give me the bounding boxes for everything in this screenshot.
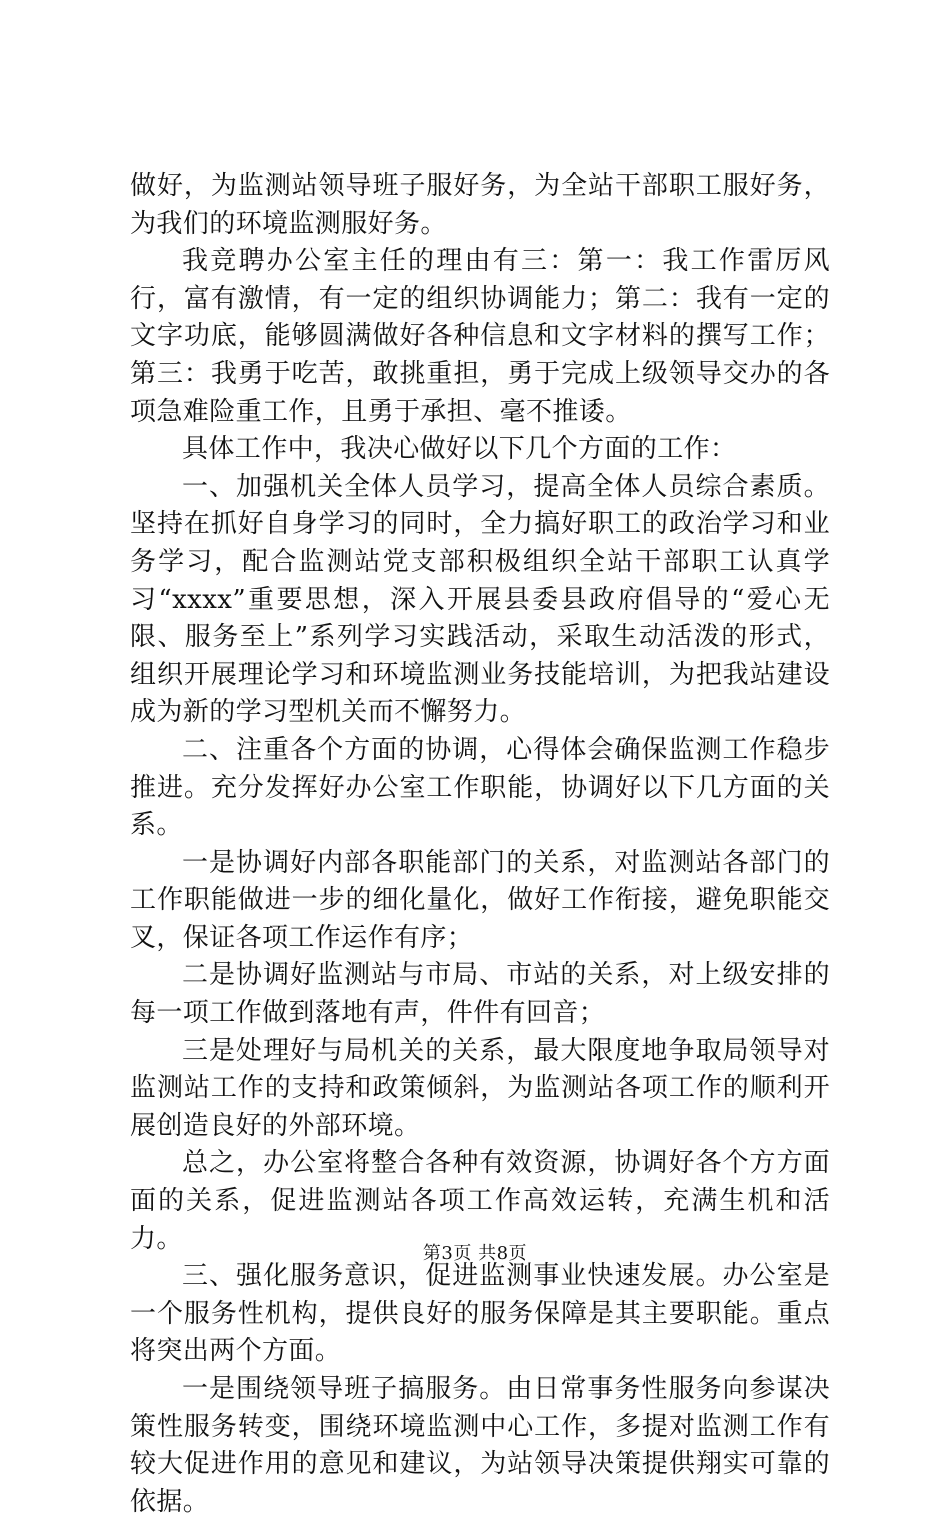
paragraph-reasons: 我竞聘办公室主任的理由有三：第一：我工作雷厉风行，富有激情，有一定的组织协调能力；第二：我有一定的文字功底，能够圆满做好各种信息和文字材料的撰写工作；第三：我勇于吃苦，敢挑重担，勇于完成上级领导交办的各项急难险重工作，且勇于承担、毫不推诿。	[130, 246, 830, 427]
paragraph-coordination-3: 三是处理好与局机关的关系，最大限度地争取局领导对监测站工作的支持和政策倾斜，为监测站各项工作的顺利开展创造良好的外部环境。	[130, 1035, 830, 1141]
paragraph-service-1: 一是围绕领导班子搞服务。由日常事务性服务向参谋决策性服务转变，围绕环境监测中心工作，多提对监测工作有较大促进作用的意见和建议，为站领导决策提供翔实可靠的依据。	[130, 1374, 830, 1517]
paragraph-work-intro: 具体工作中，我决心做好以下几个方面的工作：	[182, 434, 737, 465]
paragraph-point-three: 三、强化服务意识，促进监测事业快速发展。办公室是一个服务性机构，提供良好的服务保障是其主要职能。重点将突出两个方面。	[130, 1261, 830, 1367]
paragraph-coordination-1: 一是协调好内部各职能部门的关系，对监测站各部门的工作职能做进一步的细化量化，做好工作衔接，避免职能交叉，保证各项工作运作有序；	[130, 847, 830, 953]
paragraph-summary: 总之，办公室将整合各种有效资源，协调好各个方方面面的关系，促进监测站各项工作高效运转，充满生机和活力。	[130, 1148, 830, 1254]
paragraph-coordination-2: 二是协调好监测站与市局、市站的关系，对上级安排的每一项工作做到落地有声，件件有回音；	[130, 960, 830, 1029]
paragraph-point-one: 一、加强机关全体人员学习，提高全体人员综合素质。坚持在抓好自身学习的同时，全力搞好职工的政治学习和业务学习，配合监测站党支部积极组织全站干部职工认真学习“xxxx”重要思想，深入开展县委县政府倡导的“爱心无限、服务至上”系列学习实践活动，采取生动活泼的形式，组织开展理论学习和环境监测业务技能培训，为把我站建设成为新的学习型机关而不懈努力。	[130, 471, 830, 728]
paragraph-continuation: 做好，为监测站领导班子服好务，为全站干部职工服好务，为我们的环境监测服好务。	[130, 171, 830, 239]
page-footer: 第3页 共8页	[422, 1243, 528, 1264]
paragraph-point-two: 二、注重各个方面的协调，心得体会确保监测工作稳步推进。充分发挥好办公室工作职能，协调好以下几方面的关系。	[130, 734, 830, 841]
document-body	[130, 168, 830, 1521]
